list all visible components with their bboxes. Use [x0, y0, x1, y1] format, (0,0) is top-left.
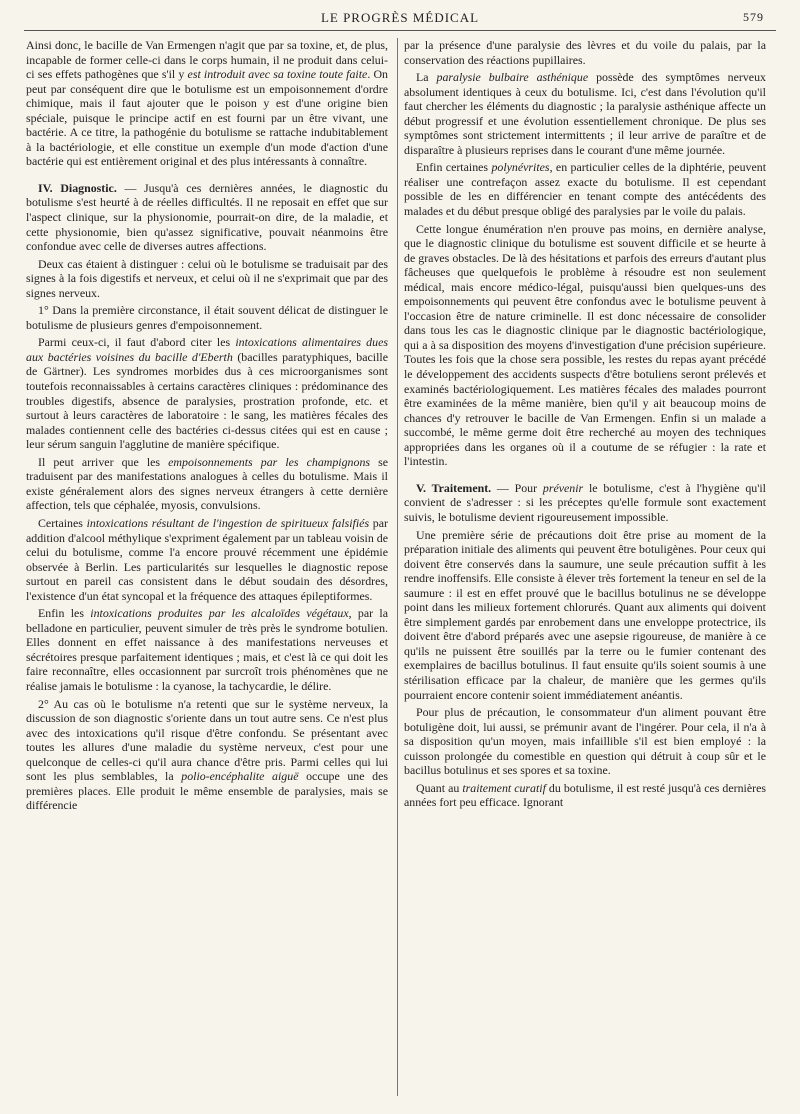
paragraph-eberth: Parmi ceux-ci, il faut d'abord citer les intoxications alimentaires dues aux bactéries voisines du bacille d'Eberth (bacilles paratyphiques, bacille de Gärtner). Les syndromes morbides dus à ces microorganismes sont toutefois reconnaissables à certains caractères cliniques : prédominance des troubles digestifs, absence de paralysies, prostration profonde, etc. et surtout à leurs caractères de laboratoire : le sang, les matières fécales des malades contiennent celle des bactéries ci-dessus citées qui est en cause ; leur sérum sanguin l'agglutine de manière spécifique. [26, 335, 388, 452]
paragraph-traitement-curatif: Quant au traitement curatif du botulisme, il est resté jusqu'à ces dernières années fort peu efficace. Ignorant [404, 780, 766, 810]
header-rule [24, 30, 776, 31]
paragraph-consommateur: Pour plus de précaution, le consommateur d'un aliment pouvant être botuligène doit, lui aussi, se prémunir avant de l'ingérer. Pour cela, il n'a à sa disposition qu'un moyen, mais infaillible s'il est bien employé : la cuisson prolongée du comestible en question qui détruit à coup sûr et le bacillus botulinus et ses spores et sa toxine. [404, 705, 766, 778]
section-title-diagnostic: IV. Diagnostic. [38, 180, 117, 195]
paragraph-systeme-nerveux: 2° Au cas où le botulisme n'a retenti que sur le système nerveux, la discussion de son diagnostic s'oriente dans un tout autre sens. Ce n'est plus avec des intoxications qu'il risque d'être confondu. Se présentant avec toutes les allures d'une maladie du système nerveux, c'est pour une quelconque de celles-ci qu'il aura chance d'être pris. Parmi celles qui lui sont les plus semblables, la polio-encéphalite aiguë occupe une des premières places. Elle produit le même ensemble de paralysies, mais se différencie [26, 696, 388, 813]
italic-emphasis: empoisonnements par les champignons [168, 454, 371, 469]
italic-emphasis: intoxications produites par les alcaloïdes végétaux [90, 606, 349, 621]
running-title: LE PROGRÈS MÉDICAL [320, 10, 480, 25]
paragraph-alcaloides: Enfin les intoxications produites par les alcaloïdes végétaux, par la belladone en particulier, peuvent simuler de très près le syndrome botulien. Elles donnent en effet naissance à des manifestations nerveuses et sécrétoires presque parfaitement identiques ; mais, et c'est là ce qui doit les faire reconnaître, elles occasionnent par surcroît trois phénomènes que ne réalise jamais le botulisme : la cyanose, la tachycardie, le délire. [26, 606, 388, 693]
paragraph-polynevrites: Enfin certaines polynévrites, en particulier celles de la diphtérie, peuvent réaliser une contrefaçon assez exacte du botulisme. Il est cependant possible de les en différencier en tenant compte des antécédents des malades et du début presque obligé des paralysies par le voile du palais. [404, 160, 766, 219]
paragraph-premiere-circonstance: 1° Dans la première circonstance, il était souvent délicat de distinguer le botulisme de plusieurs genres d'empoisonnement. [26, 303, 388, 332]
italic-emphasis: traitement curatif [462, 780, 546, 795]
section-diagnostic: IV. Diagnostic. — Jusqu'à ces dernières années, le diagnostic du botulisme s'est heurté à de réelles difficultés. Il ne reposait en effet que sur l'aspect clinique, sur la physionomie, pourrait-on dire, de la maladie, et cette physionomie, bien qu'assez significative, pouvait néanmoins être confondue avec celle de diverses autres affections. [26, 180, 388, 254]
italic-emphasis: est introduit avec sa toxine toute faite [187, 67, 368, 82]
page-header [0, 8, 800, 30]
paragraph-spiritueux: Certaines intoxications résultant de l'ingestion de spiritueux falsifiés par addition d'alcool méthylique s'expriment également par un tableau voisin de celui du botulisme, comme l'a encore prouvé récemment une épidémie observée à Berlin. Les particularités sur lesquelles le diagnostic repose surtout en pareil cas consistent dans le début soudain des désordres, l'existence d'un état syncopal et la fréquence des attaques épileptiformes. [26, 515, 388, 603]
section-traitement: V. Traitement. — Pour prévenir le botulisme, c'est à l'hygiène qu'il convient de s'adresser : si les préceptes qu'elle formule sont exactement suivis, le botulisme devient rigoureusement impossible. [404, 480, 766, 524]
italic-emphasis: intoxications alimentaires dues aux bactéries voisines du bacille d'Eberth [26, 335, 388, 364]
italic-emphasis: prévenir [542, 480, 584, 495]
italic-emphasis: intoxications résultant de l'ingestion de spiritueux falsifiés [86, 515, 370, 530]
italic-emphasis: polynévrites [491, 160, 550, 175]
paragraph-pathogenie: Ainsi donc, le bacille de Van Ermengen n'agit que par sa toxine, et, de plus, incapable de former celle-ci dans le corps humain, il ne produit dans celui-ci ses effets pathogènes que s'il y est introduit avec sa toxine toute faite. On peut par conséquent dire que le botulisme est un empoisonnement d'ordre chimique, mais il faut ajouter que le poison y est d'une origine bien spéciale, puisque le principe actif en est fourni par un être vivant, une bactérie. A ce titre, la pathogénie du botulisme se rattache indubitablement à la bactériologie, et elle constitue un exemple d'un mode d'action d'une bactérie qui est entièrement original et des plus intéressants à connaître. [26, 38, 388, 169]
paragraph-deux-cas: Deux cas étaient à distinguer : celui où le botulisme se traduisait par des signes à la fois digestifs et nerveux, et celui où il ne s'exprimait que par des signes nerveux. [26, 256, 388, 300]
page-number: 579 [743, 10, 764, 24]
section-title-traitement: V. Traitement. [416, 480, 492, 495]
paragraph-enumeration: Cette longue énumération n'en prouve pas moins, en dernière analyse, que le diagnostic clinique du botulisme est souvent difficile et se heurte à de graves obstacles. De là des hésitations et parfois des erreurs d'autant plus fâcheuses que quelquefois le problème à résoudre est non seulement médical, mais encore médico-légal, puisqu'aussi bien quelques-uns des empoisonnements qui peuvent être confondus avec le botulisme peuvent à l'occasion être de nature criminelle. Il est donc nécessaire de consolider dans tous les cas le diagnostic clinique par le diagnostic bactériologique, qui a à sa disposition des moyens d'investigation d'une précision supérieure. Toutes les fois que la chose sera possible, les restes du repas ayant précédé le développement des accidents suspects d'être botuliens seront prélevés et examinés bactériologiquement. Les matières fécales des malades pourront être examinées de la même manière, bien qu'il y ait beaucoup moins de chances d'y retrouver le bacille de Van Ermengen. Enfin si un malade a succombé, le même germe doit être recherché au moyen des techniques appropriées dans les organes où il a coutume de se réfugier : la rate et l'intestin. [404, 221, 766, 469]
right-column [404, 38, 766, 1104]
paragraph-champignons: Il peut arriver que les empoisonnements par les champignons se traduisent par des manifestations analogues à celles du botulisme. Mais il existe généralement alors des signes nerveux étrangers à cette dernière affection, tels que céphalée, myosis, convulsions. [26, 454, 388, 513]
italic-emphasis: polio-encéphalite aiguë [181, 769, 299, 784]
paragraph-paralysie-bulbaire: La paralysie bulbaire asthénique possède des symptômes nerveux absolument identiques à ceux du botulisme. Ici, c'est dans l'évolution qu'il faut chercher les éléments du diagnostic ; la paralysie asthénique affecte un début progressif et une évolution essentiellement chronique. De plus ses symptômes sont strictement intermittents ; il leur arrive de paraître et de disparaître à plusieurs reprises dans le courant d'une même journée. [404, 70, 766, 157]
paragraph-continuation: par la présence d'une paralysie des lèvres et du voile du palais, par la conservation des réactions pupillaires. [404, 38, 766, 67]
left-column [26, 38, 388, 1104]
italic-emphasis: paralysie bulbaire asthénique [436, 70, 589, 85]
column-divider [397, 38, 398, 1096]
paragraph-precautions: Une première série de précautions doit être prise au moment de la préparation initiale des aliments qui peuvent être botuligènes. Pour ceux qui doivent être conservés dans la saumure, une seule précaution suffit à les rendre inoffensifs. Elle consiste à élever très fortement la teneur en sel de la saumure : il est en effet prouvé que le bacillus botulinus ne se développe point dans les milieux fortement chlorurés. Quant aux aliments qui doivent être simplement gardés par enrobement dans une enveloppe protectrice, ils doivent être d'abord préparés avec une asepsie rigoureuse, de manière à ce qu'ils ne puissent être souillés par la terre ou le fumier contenant des exemplaires de bacillus botulinus. Il faut ensuite qu'ils soient soumis à une stérilisation efficace par la chaleur, de manière que les germes qu'ils pourraient encore contenir soient immédiatement anéantis. [404, 527, 766, 702]
